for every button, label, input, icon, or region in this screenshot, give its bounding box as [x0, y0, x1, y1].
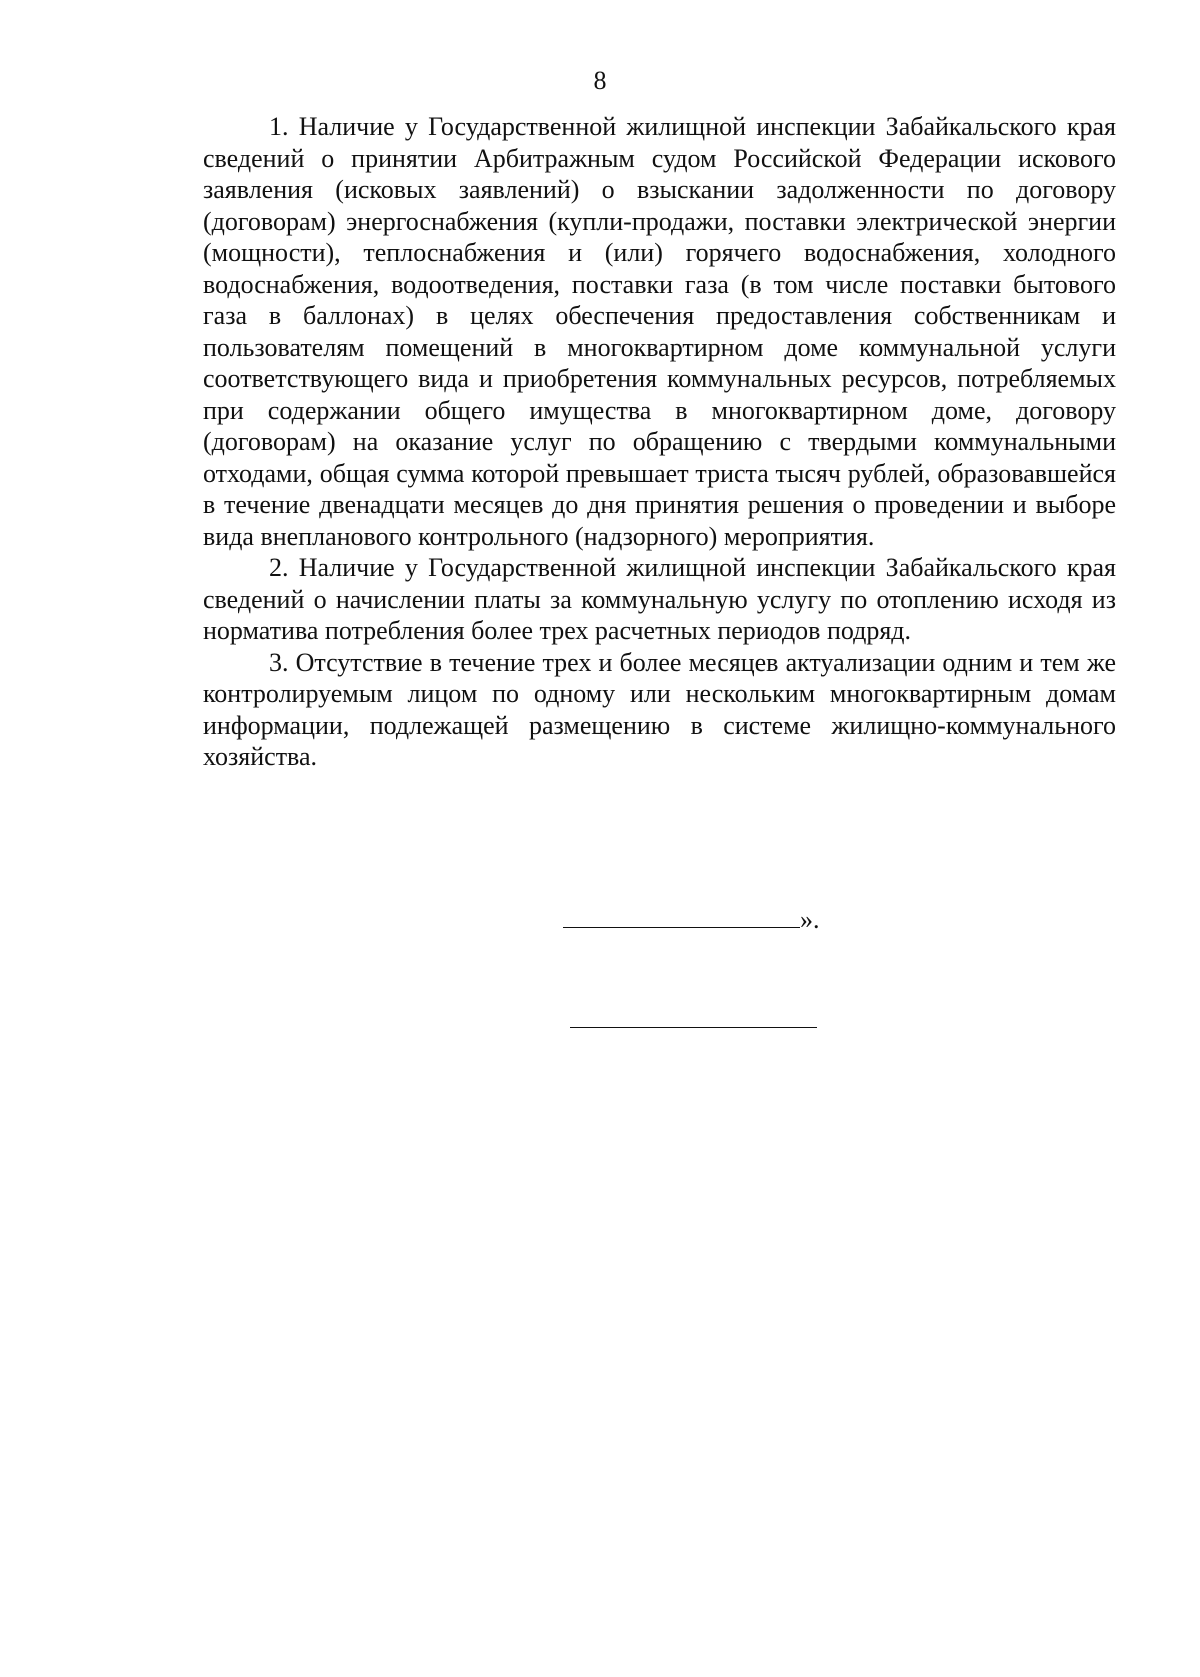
paragraph-2: 2. Наличие у Государственной жилищной инспекции Забайкальского края сведений о начислении платы за коммунальную услугу по отоплению исходя из норматива потребления более трех расчетных периодов подряд.: [203, 553, 1116, 645]
paragraph-1: 1. Наличие у Государственной жилищной инспекции Забайкальского края сведений о принятии Арбитражным судом Российской Федерации искового заявления (исковых заявлений) о взыскании задолженности по договору (договорам) энергоснабжения (купли-продажи, поставки электрической энергии (мощности), теплоснабжения и (или) горячего водоснабжения, холодного водоснабжения, водоотведения, поставки газа (в том числе поставки бытового газа в баллонах) в целях обеспечения предоставления собственникам и пользователям помещений в многоквартирном доме коммунальной услуги соответствующего вида и приобретения коммунальных ресурсов, потребляемых при содержании общего имущества в многоквартирном доме, договору (договорам) на оказание услуг по обращению с твердыми коммунальными отходами, общая сумма которой превышает триста тысяч рублей, образовавшейся в течение двенадцати месяцев до дня принятия решения о проведении и выборе вида внепланового контрольного (надзорного) мероприятия.: [203, 112, 1116, 551]
document-body: [203, 111, 1116, 773]
closing-mark: ».: [800, 905, 820, 934]
paragraph-3: 3. Отсутствие в течение трех и более месяцев актуализации одним и тем же контролируемым лицом по одному или нескольким многоквартирным домам информации, подлежащей размещению в системе жилищно-коммунального хозяйства.: [203, 647, 1116, 771]
page-number: 8: [593, 66, 607, 95]
end-of-document-rule: [570, 1027, 817, 1028]
closing-quote-line: [563, 905, 820, 935]
closing-underline: [563, 905, 800, 928]
